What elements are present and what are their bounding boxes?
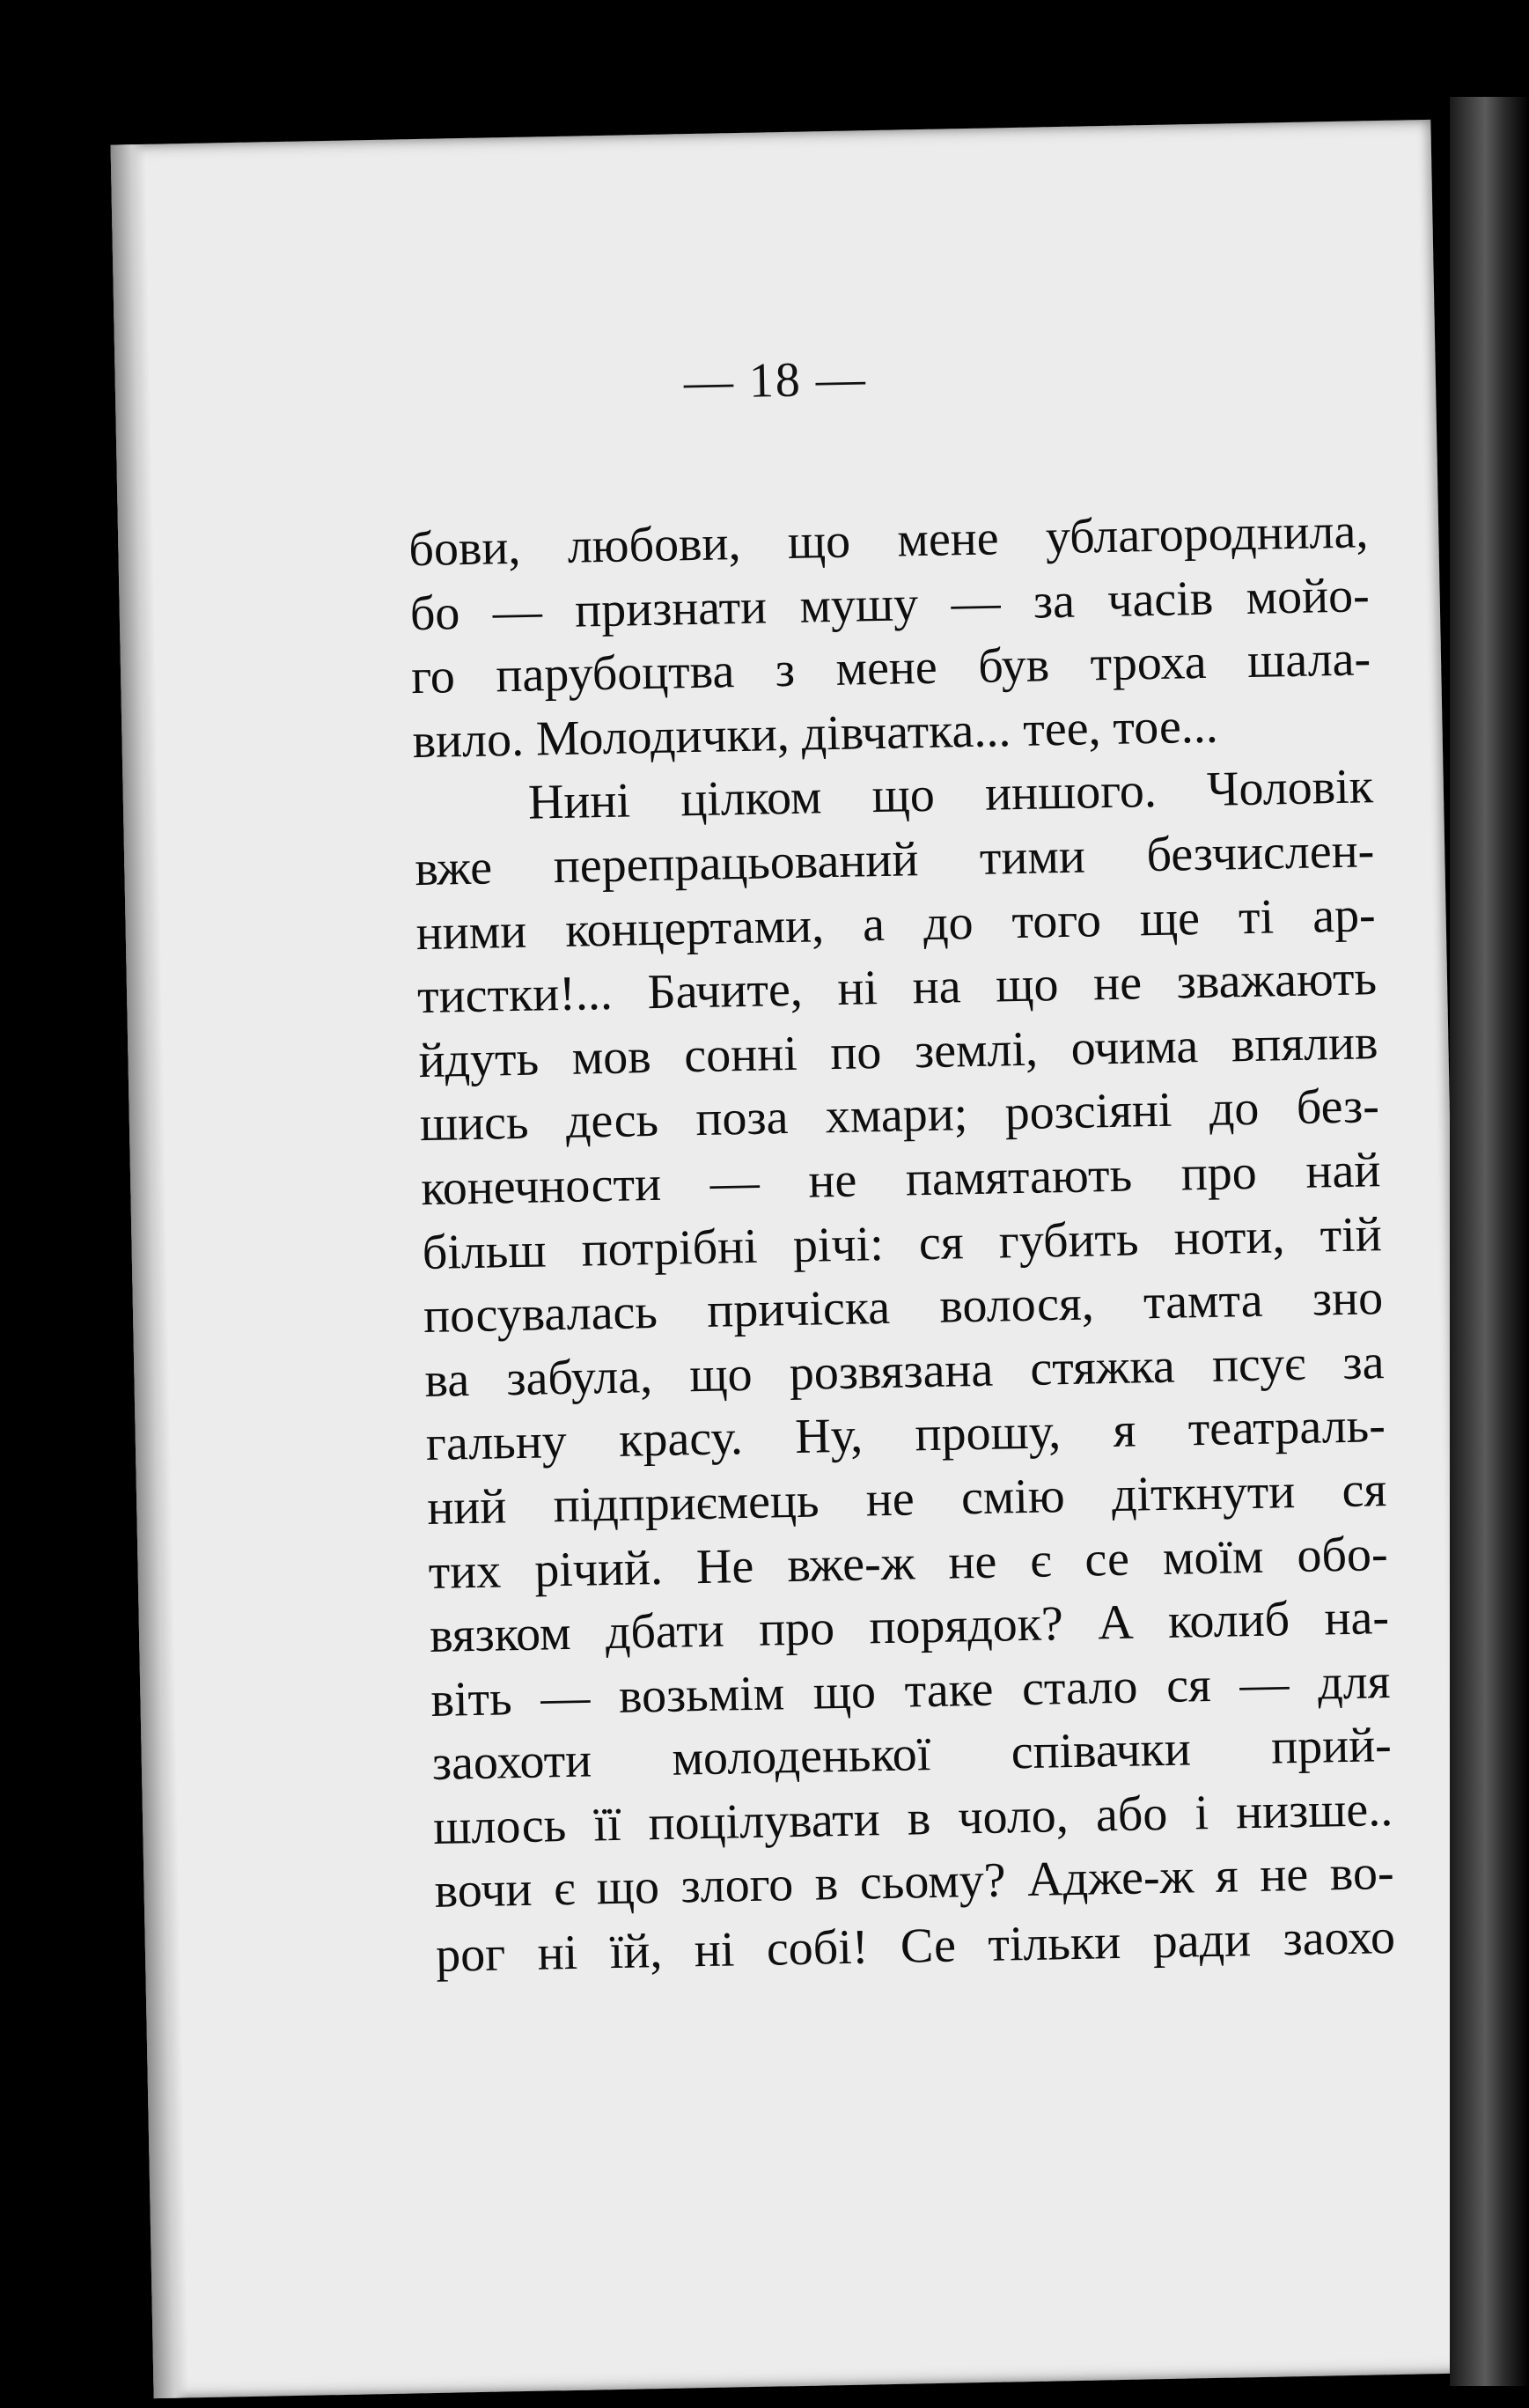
text-line: віть — возьмім що таке стало ся — для: [430, 1653, 1391, 1727]
page-gutter-shadow: [111, 144, 189, 2398]
text-line: вочи є що злого в сьому? Адже-ж я не во-: [434, 1845, 1395, 1919]
text-line: ний підприємець не смію діткнути ся: [426, 1462, 1387, 1535]
text-line: тистки!... Бачите, ні на що не зважають: [416, 951, 1378, 1025]
text-line: посувалась причіска волося, тамта зно: [423, 1270, 1384, 1344]
text-line: ва забула, що розвязана стяжка псує за: [423, 1334, 1385, 1408]
book-page: [111, 120, 1474, 2398]
text-line: шись десь поза хмари; розсіяні до без-: [419, 1079, 1380, 1152]
adjacent-page-edge: [1450, 97, 1529, 2386]
text-line: вязком дбати про порядок? А колиб на-: [429, 1590, 1390, 1664]
text-line: шлось її поцілувати в чоло, або і низше..: [432, 1781, 1393, 1855]
text-line: гальну красу. Ну, прошу, я театраль-: [425, 1398, 1386, 1472]
text-line: ними концертами, а до того ще ті ар-: [415, 887, 1377, 961]
text-line: тих річий. Не вже-ж не є се моїм обо-: [428, 1526, 1389, 1600]
text-line: рог ні їй, ні собі! Се тільки ради заохо: [435, 1910, 1396, 1983]
text-line: йдуть мов сонні по землі, очима впялив: [418, 1014, 1378, 1088]
text-line: бо — признати мушу — за часів мойо-: [409, 567, 1371, 641]
text-line: заохоти молоденької співачки прий-: [431, 1718, 1393, 1792]
text-line: бови, любови, що мене ублагороднила,: [408, 504, 1369, 578]
text-line: го парубоцтва з мене був троха шала-: [410, 631, 1371, 705]
text-line: більш потрібні річі: ся губить ноти, тій: [422, 1206, 1383, 1280]
page-number: — 18 —: [683, 351, 868, 410]
text-line: Нині цілком що иншого. Чоловік: [527, 759, 1374, 831]
text-line: вже перепрацьований тими безчислен-: [414, 823, 1375, 897]
text-line: конечности — не памятають про най: [420, 1143, 1381, 1217]
body-text: [408, 499, 1396, 1987]
text-line: вило. Молодички, дівчатка... тее, тое...: [412, 698, 1219, 769]
